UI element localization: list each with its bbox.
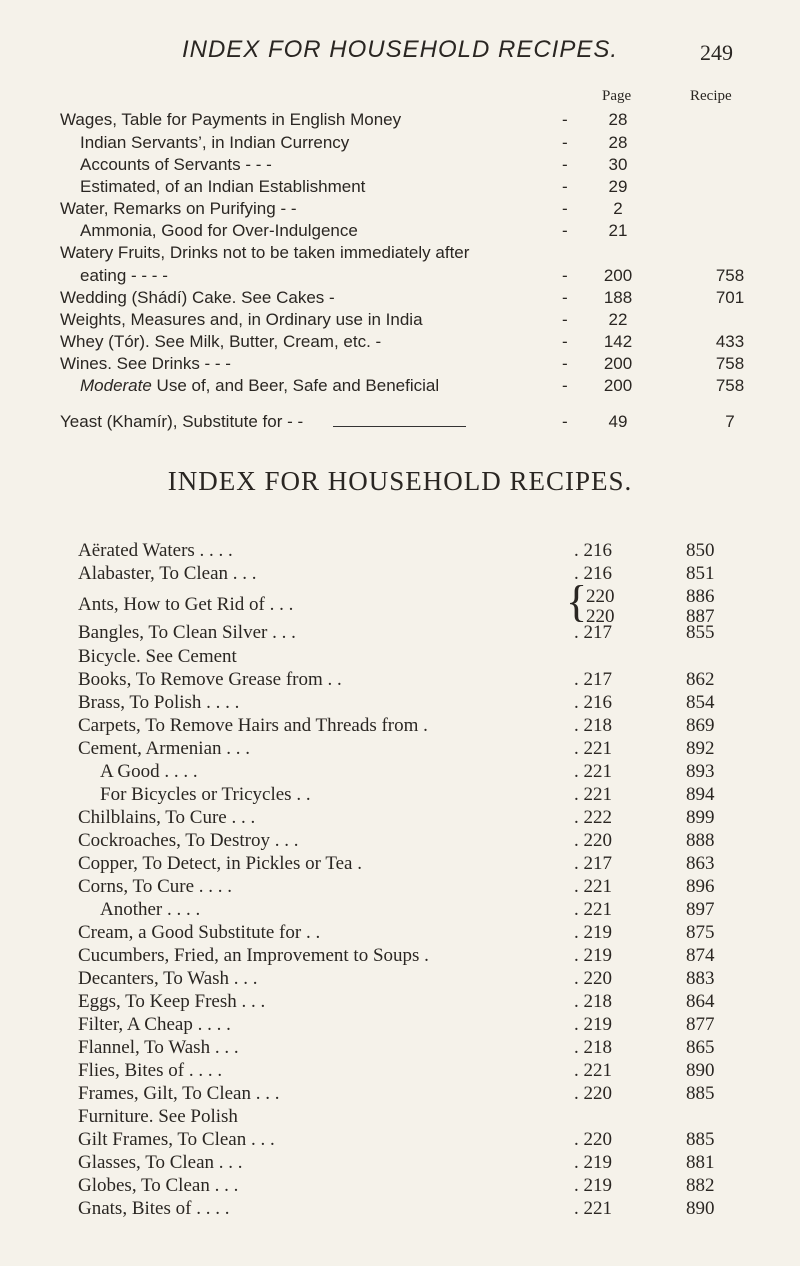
index-entry (0, 968, 800, 992)
entry-text: For Bicycles or Tricycles . . (100, 784, 311, 805)
index-entry (0, 177, 800, 199)
entry-text: Eggs, To Keep Fresh . . . (78, 991, 266, 1012)
leader-dash: - (562, 376, 568, 395)
page-ref: . 221 (574, 784, 612, 805)
entry-text: Wages, Table for Payments in English Money (60, 110, 402, 129)
entry-text: Accounts of Servants - - - (80, 155, 272, 174)
entry-italic-text: Moderate (80, 376, 152, 395)
column-header-page: Page (602, 88, 632, 104)
index-entry (0, 1198, 800, 1222)
page-ref: . 219 (574, 945, 612, 966)
page-ref: . 218 (574, 991, 612, 1012)
recipe-ref: 890 (686, 1060, 715, 1081)
page-ref: . 220 (574, 968, 612, 989)
page-ref: 200 (603, 354, 633, 373)
entry-text: A Good . . . . (100, 761, 198, 782)
index-entry (0, 155, 800, 177)
index-entry (0, 577, 800, 627)
page-ref: . 216 (574, 563, 612, 584)
entry-text: Flannel, To Wash . . . (78, 1037, 239, 1058)
index-entry (0, 243, 800, 265)
leader-dash: - (562, 177, 568, 196)
entry-text: Weights, Measures and, in Ordinary use in India (60, 310, 423, 329)
page-ref: 200 (603, 376, 633, 395)
recipe-ref: 897 (686, 899, 715, 920)
page-ref: 142 (603, 332, 633, 351)
index-entry (0, 412, 800, 434)
recipe-ref: 758 (715, 354, 745, 373)
index-entry (0, 563, 800, 587)
recipe-ref: 869 (686, 715, 715, 736)
entry-text: Indian Servants’, in Indian Currency (80, 133, 350, 152)
recipe-ref: 882 (686, 1175, 715, 1196)
leader-dash: - (562, 332, 568, 351)
index-entry (0, 376, 800, 398)
entry-text: Flies, Bites of . . . . (78, 1060, 223, 1081)
recipe-ref: 886 (686, 586, 715, 607)
index-entry (0, 1106, 800, 1130)
page-ref: . 219 (574, 922, 612, 943)
entry-text: eating - - - - (80, 266, 168, 285)
page-ref: 220 (586, 586, 615, 607)
entry-text: Filter, A Cheap . . . . (78, 1014, 231, 1035)
entry-text: Globes, To Clean . . . (78, 1175, 239, 1196)
recipe-ref: 864 (686, 991, 715, 1012)
page-ref: 200 (603, 266, 633, 285)
brace-glyph: { (566, 577, 588, 626)
entry-text: Copper, To Detect, in Pickles or Tea . (78, 853, 362, 874)
entry-text-rest: Use of, and Beer, Safe and Beneficial (151, 376, 440, 395)
entry-text: Cockroaches, To Destroy . . . (78, 830, 299, 851)
entry-text: Cement, Armenian . . . (78, 738, 251, 759)
recipe-ref: 758 (715, 376, 745, 395)
entry-text: Water, Remarks on Purifying - - (60, 199, 297, 218)
index-entry (0, 1175, 800, 1199)
recipe-ref: 855 (686, 622, 715, 643)
entry-text: Ants, How to Get Rid of . . . (78, 594, 294, 615)
index-entry (0, 669, 800, 693)
recipe-ref: 892 (686, 738, 715, 759)
page-ref: . 221 (574, 738, 612, 759)
index-entry (0, 1014, 800, 1038)
index-entry (0, 1037, 800, 1061)
index-entry (0, 199, 800, 221)
page-ref: . 216 (574, 692, 612, 713)
index-entry (0, 646, 800, 670)
index-entry (0, 692, 800, 716)
recipe-ref: 899 (686, 807, 715, 828)
page-ref: . 221 (574, 761, 612, 782)
leader-dash: - (562, 266, 568, 285)
leader-dash: - (562, 310, 568, 329)
page-ref: . 220 (574, 1083, 612, 1104)
entry-text: Brass, To Polish . . . . (78, 692, 240, 713)
entry-text: Glasses, To Clean . . . (78, 1152, 243, 1173)
entry-text: Cucumbers, Fried, an Improvement to Soups . (78, 945, 429, 966)
index-entry (0, 945, 800, 969)
recipe-ref: 896 (686, 876, 715, 897)
leader-dash: - (562, 199, 568, 218)
entry-text: Bicycle. See Cement (78, 646, 237, 667)
page-ref: . 217 (574, 669, 612, 690)
recipe-ref: 701 (715, 288, 745, 307)
running-title: INDEX FOR HOUSEHOLD RECIPES. (181, 36, 619, 63)
entry-text: Another . . . . (100, 899, 201, 920)
entry-text: Frames, Gilt, To Clean . . . (78, 1083, 280, 1104)
page-ref: 30 (608, 155, 628, 174)
page-ref: . 222 (574, 807, 612, 828)
recipe-ref: 850 (686, 540, 715, 561)
entry-text (80, 376, 439, 396)
index-entry (0, 221, 800, 243)
page-ref: . 220 (574, 830, 612, 851)
recipe-ref: 854 (686, 692, 715, 713)
entry-text: Ammonia, Good for Over-Indulgence (80, 221, 358, 240)
index-entry (0, 266, 800, 288)
leader-dash: - (562, 155, 568, 174)
entry-text: Whey (Tór). See Milk, Butter, Cream, etc. - (60, 332, 382, 351)
index-entry (0, 1083, 800, 1107)
entry-text: Aërated Waters . . . . (78, 540, 233, 561)
index-entry (0, 715, 800, 739)
index-entry (0, 1060, 800, 1084)
entry-text: Bangles, To Clean Silver . . . (78, 622, 296, 643)
page-ref: . 216 (574, 540, 612, 561)
leader-dash: - (562, 354, 568, 373)
recipe-ref: 863 (686, 853, 715, 874)
page-ref: 21 (608, 221, 628, 240)
entry-text: Furniture. See Polish (78, 1106, 238, 1127)
recipe-ref: 893 (686, 761, 715, 782)
recipe-ref: 875 (686, 922, 715, 943)
page-ref: . 218 (574, 715, 612, 736)
entry-text: Decanters, To Wash . . . (78, 968, 258, 989)
page-ref: . 218 (574, 1037, 612, 1058)
leader-dash: - (562, 412, 568, 431)
page-ref: . 219 (574, 1175, 612, 1196)
recipe-ref: 883 (686, 968, 715, 989)
recipe-ref: 888 (686, 830, 715, 851)
page-ref: 28 (608, 133, 628, 152)
index-entry (0, 991, 800, 1015)
index-entry (0, 784, 800, 808)
index-entry (0, 876, 800, 900)
page-ref-second: 220 (586, 606, 615, 627)
entry-text: Yeast (Khamír), Substitute for - - (60, 412, 304, 431)
index-entry (0, 133, 800, 155)
recipe-ref: 885 (686, 1083, 715, 1104)
recipe-ref: 7 (725, 412, 735, 431)
entry-text: Books, To Remove Grease from . . (78, 669, 342, 690)
index-entry (0, 761, 800, 785)
page-ref: . 221 (574, 899, 612, 920)
recipe-ref-second: 887 (686, 606, 715, 627)
index-entry (0, 899, 800, 923)
entry-text: Gnats, Bites of . . . . (78, 1198, 230, 1219)
index-entry (0, 540, 800, 564)
page-ref: 2 (613, 199, 623, 218)
page-ref: 29 (608, 177, 628, 196)
recipe-ref: 890 (686, 1198, 715, 1219)
recipe-ref: 874 (686, 945, 715, 966)
entry-text: Carpets, To Remove Hairs and Threads from . (78, 715, 428, 736)
index-entry (0, 110, 800, 132)
page-ref: . 217 (574, 853, 612, 874)
recipe-ref: 894 (686, 784, 715, 805)
recipe-ref: 885 (686, 1129, 715, 1150)
index-entry (0, 830, 800, 854)
leader-dash: - (562, 221, 568, 240)
leader-dash: - (562, 288, 568, 307)
page-ref: . 219 (574, 1014, 612, 1035)
page-ref: . 221 (574, 1060, 612, 1081)
entry-text: Estimated, of an Indian Establishment (80, 177, 366, 196)
entry-text: Corns, To Cure . . . . (78, 876, 233, 897)
entry-text: Wedding (Shádí) Cake. See Cakes - (60, 288, 335, 307)
recipe-ref: 865 (686, 1037, 715, 1058)
section-divider (333, 426, 466, 427)
index-entry (0, 853, 800, 877)
entry-text: Gilt Frames, To Clean . . . (78, 1129, 275, 1150)
recipe-ref: 851 (686, 563, 715, 584)
page-ref: . 219 (574, 1152, 612, 1173)
entry-text: Alabaster, To Clean . . . (78, 563, 257, 584)
entry-text: Wines. See Drinks - - - (60, 354, 231, 373)
index-entry (0, 332, 800, 354)
index-entry (0, 922, 800, 946)
recipe-ref: 881 (686, 1152, 715, 1173)
index-entry (0, 738, 800, 762)
recipe-ref: 862 (686, 669, 715, 690)
index-entry (0, 310, 800, 332)
index-entry (0, 807, 800, 831)
page-ref: 49 (608, 412, 628, 431)
index-entry (0, 354, 800, 376)
recipe-ref: 433 (715, 332, 745, 351)
index-entry (0, 288, 800, 310)
page-ref: . 221 (574, 876, 612, 897)
entry-text: Chilblains, To Cure . . . (78, 807, 256, 828)
page-number: 249 (700, 40, 733, 65)
recipe-ref: 877 (686, 1014, 715, 1035)
page-ref: 28 (608, 110, 628, 129)
index-entry (0, 1152, 800, 1176)
index-entry (0, 1129, 800, 1153)
page-ref: . 221 (574, 1198, 612, 1219)
section-title: INDEX FOR HOUSEHOLD RECIPES. (167, 466, 633, 496)
page-ref: 22 (608, 310, 628, 329)
column-header-recipe: Recipe (690, 88, 732, 104)
entry-text: Watery Fruits, Drinks not to be taken immediately after (60, 243, 470, 262)
recipe-ref: 758 (715, 266, 745, 285)
leader-dash: - (562, 133, 568, 152)
leader-dash: - (562, 110, 568, 129)
page-ref: . 220 (574, 1129, 612, 1150)
page-ref: 188 (603, 288, 633, 307)
entry-text: Cream, a Good Substitute for . . (78, 922, 321, 943)
page-ref: . 217 (574, 622, 612, 643)
index-entry (0, 622, 800, 646)
